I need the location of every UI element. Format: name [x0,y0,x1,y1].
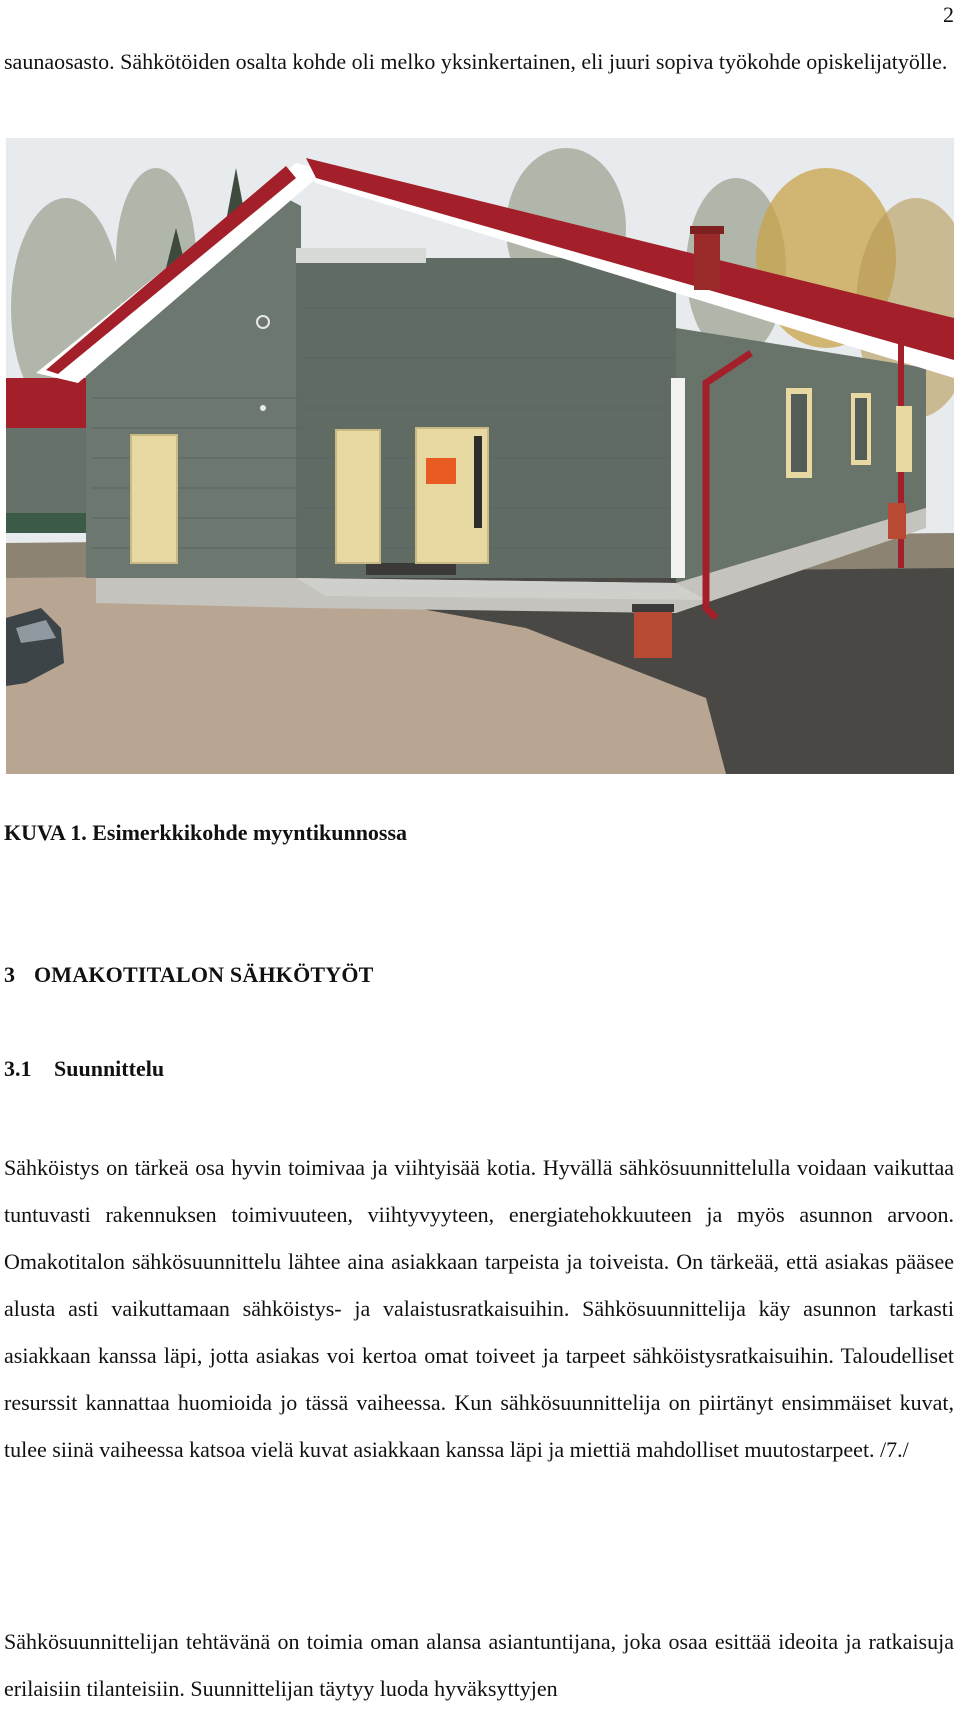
subsection-number: 3.1 [4,1056,32,1081]
house-photo [6,138,954,774]
section-heading [4,962,374,988]
section-title: OMAKOTITALON SÄHKÖTYÖT [34,962,374,987]
body-paragraph: Sähköistys on tärkeä osa hyvin toimivaa ja viihtyisää kotia. Hyvällä sähkösuunnittelulla voidaan vaikuttaa tuntuvasti rakennuksen toimivuuteen, viihtyvyyteen, energiatehokkuuteen ja myös asunnon arvoon. Omakotitalon sähkösuunnittelu lähtee aina asiakkaan tarpeista ja toiveista. On tärkeää, että asiakas pääsee alusta asti vaikuttamaan sähköistys- ja valaistusratkaisuihin. Sähkösuunnittelija käy asunnon tarkasti asiakkaan kanssa läpi, jotta asiakas voi kertoa omat toiveet ja tarpeet sähköistysratkaisuihin. Taloudelliset resurssit kannattaa huomioida jo tässä vaiheessa. Kun sähkösuunnittelija on piirtänyt ensimmäiset kuvat, tulee siinä vaiheessa katsoa vielä kuvat asiakkaan kanssa läpi ja miettiä mahdolliset muutostarpeet. /7./ [4,1155,954,1462]
subsection-heading [4,1056,164,1082]
intro-paragraph: saunaosasto. Sähkötöiden osalta kohde oli melko yksinkertainen, eli juuri sopiva työkohde opiskelijatyölle. [4,49,948,74]
body-paragraph: Sähkösuunnittelijan tehtävänä on toimia oman alansa asiantuntijana, joka osaa esittää ideoita ja ratkaisuja erilaisiin tilanteisiin. Suunnittelijan täytyy luoda hyväksyttyjen [4,1629,954,1701]
page-number: 2 [943,2,954,27]
subsection-title: Suunnittelu [54,1056,165,1081]
section-number: 3 [4,962,16,987]
figure-caption: KUVA 1. Esimerkkikohde myyntikunnossa [4,820,408,845]
